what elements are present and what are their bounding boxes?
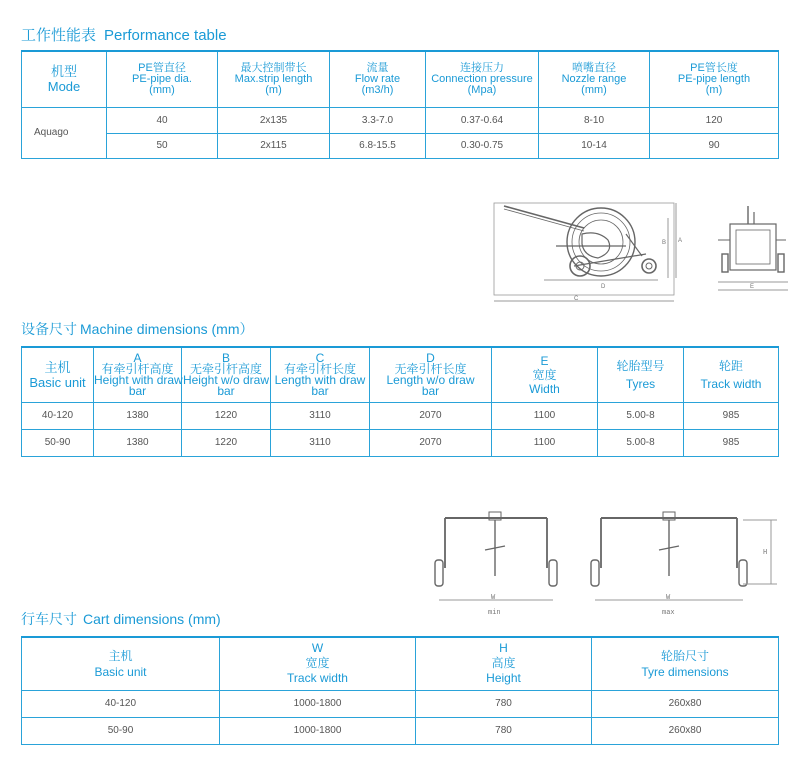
cart-title-zh: 行车尺寸 [21, 611, 77, 627]
machine-header-row [22, 347, 779, 402]
cart-label-w-max: W [666, 594, 671, 602]
table-cell: 1100 [492, 402, 598, 429]
table-cell: 780 [416, 717, 592, 744]
table-cell: 260x80 [592, 717, 779, 744]
table-cell: 50-90 [22, 717, 220, 744]
cart-max-view [591, 512, 777, 617]
perf-header-nozzle: 喷嘴直径 Nozzle range (mm) [539, 51, 650, 107]
cart-label-max: max [662, 609, 675, 617]
machine-header-tyres: 轮胎型号 Tyres [598, 347, 684, 402]
cart-label-w-min: W [491, 594, 496, 602]
table-cell: 5.00-8 [598, 429, 684, 456]
cart-title-en: Cart dimensions (mm) [83, 611, 221, 627]
machine-title-zh: 设备尺寸 [21, 321, 77, 337]
table-cell: 1220 [182, 402, 271, 429]
table-cell: 90 [650, 133, 779, 158]
table-cell: 1220 [182, 429, 271, 456]
cart-drawing [425, 506, 795, 622]
cart-label-h: H [763, 549, 768, 557]
table-cell: 1100 [492, 429, 598, 456]
dim-label-b: B [662, 240, 667, 246]
performance-header-row [22, 51, 779, 107]
machine-side-view [494, 203, 682, 302]
table-cell: 6.8-15.5 [330, 133, 426, 158]
table-cell: 10-14 [539, 133, 650, 158]
table-cell: 1000-1800 [220, 717, 416, 744]
cart-header-tyre: 轮胎尺寸 Tyre dimensions [592, 637, 779, 690]
machine-side-and-front-drawing [486, 196, 796, 312]
table-cell: 40-120 [22, 690, 220, 717]
dim-label-a: A [678, 238, 683, 244]
table-row [22, 133, 779, 158]
table-cell: 260x80 [592, 690, 779, 717]
table-cell: 5.00-8 [598, 402, 684, 429]
table-row [22, 690, 779, 717]
perf-header-pipe-length: PE管长度 PE-pipe length (m) [650, 51, 779, 107]
perf-model-cell: Aquago [22, 107, 107, 158]
machine-title-en: Machine dimensions (mm） [80, 321, 254, 337]
table-row [22, 429, 779, 456]
performance-table [21, 50, 779, 159]
table-cell: 3.3-7.0 [330, 107, 426, 133]
cart-header-basic-unit: 主机 Basic unit [22, 637, 220, 690]
table-cell: 50-90 [22, 429, 94, 456]
table-cell: 40 [107, 107, 218, 133]
table-cell: 0.37-0.64 [426, 107, 539, 133]
table-cell: 2070 [370, 402, 492, 429]
machine-header-c: C 有牵引杆长度 Length with draw bar [271, 347, 370, 402]
table-cell: 3110 [271, 402, 370, 429]
table-row [22, 402, 779, 429]
dim-label-c: C [574, 296, 579, 302]
table-cell: 2070 [370, 429, 492, 456]
cart-title [21, 609, 221, 629]
machine-front-view [718, 206, 788, 290]
table-cell: 120 [650, 107, 779, 133]
machine-header-b: B 无牵引杆高度 Height w/o draw bar [182, 347, 271, 402]
table-cell: 1380 [94, 402, 182, 429]
perf-header-pipe-dia: PE管直径 PE-pipe dia. (mm) [107, 51, 218, 107]
table-cell: 1380 [94, 429, 182, 456]
performance-title [21, 24, 227, 45]
perf-header-flow-rate: 流量 Flow rate (m3/h) [330, 51, 426, 107]
table-cell: 8-10 [539, 107, 650, 133]
table-cell: 985 [684, 429, 779, 456]
table-cell: 0.30-0.75 [426, 133, 539, 158]
table-cell: 2x115 [218, 133, 330, 158]
cart-label-min: min [488, 609, 501, 617]
machine-header-track-width: 轮距 Track width [684, 347, 779, 402]
dim-label-e: E [750, 284, 755, 290]
machine-header-a: A 有牵引杆高度 Height with draw bar [94, 347, 182, 402]
perf-header-pressure: 连接压力 Connection pressure (Mpa) [426, 51, 539, 107]
cart-header-row [22, 637, 779, 690]
perf-header-mode: 机型 Mode [22, 51, 107, 107]
dim-label-d: D [601, 284, 606, 290]
machine-header-basic-unit: 主机 Basic unit [22, 347, 94, 402]
table-cell: 1000-1800 [220, 690, 416, 717]
table-row [22, 717, 779, 744]
machine-header-e: E 宽度 Width [492, 347, 598, 402]
table-row [22, 107, 779, 133]
perf-header-strip-length: 最大控制带长 Max.strip length (m) [218, 51, 330, 107]
performance-title-en: Performance table [104, 27, 227, 44]
cart-dimensions-table [21, 636, 779, 745]
machine-title [21, 319, 254, 339]
table-cell: 985 [684, 402, 779, 429]
cart-header-h: H 高度 Height [416, 637, 592, 690]
table-cell: 50 [107, 133, 218, 158]
cart-header-w: W 宽度 Track width [220, 637, 416, 690]
cart-min-view [435, 512, 557, 617]
performance-title-zh: 工作性能表 [21, 27, 97, 44]
machine-header-d: D 无牵引杆长度 Length w/o draw bar [370, 347, 492, 402]
table-cell: 40-120 [22, 402, 94, 429]
table-cell: 780 [416, 690, 592, 717]
table-cell: 2x135 [218, 107, 330, 133]
table-cell: 3110 [271, 429, 370, 456]
machine-dimensions-table [21, 346, 779, 457]
